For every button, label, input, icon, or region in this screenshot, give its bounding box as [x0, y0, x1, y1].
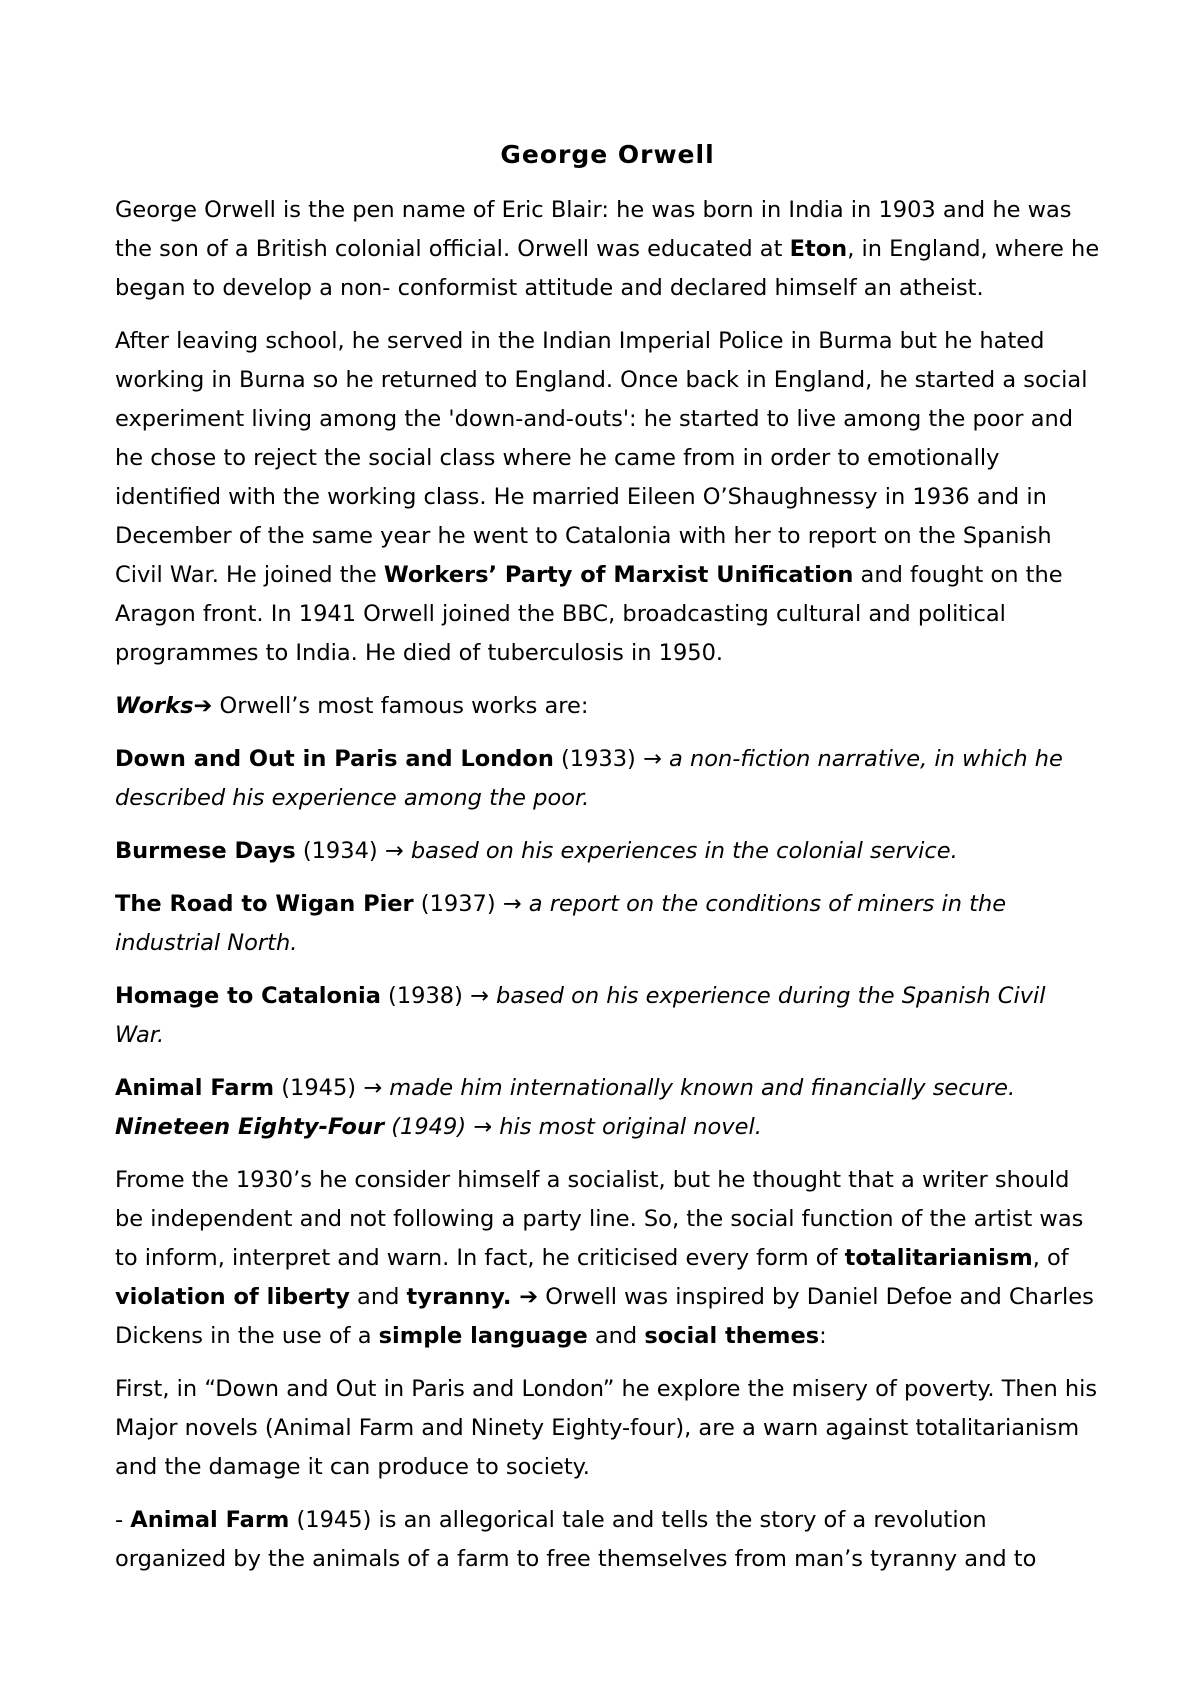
work-title: Burmese Days — [115, 838, 296, 864]
ideas-paragraph — [115, 1161, 1100, 1356]
bold-term: Eton — [789, 236, 848, 262]
work-year: (1934) → — [295, 838, 411, 864]
bio-text: and fought on the Aragon front. In 1941 Orwell joined the BBC, broadcasting cultural and political programmes to India. He died of tuberculosis in 1950. — [115, 562, 1063, 666]
bio-text: George Orwell is the pen name of Eric Blair: he was born in India in 1903 and he was the son of a British colonial official. Orwell was educated at — [115, 197, 1072, 262]
arrow-icon: ➔ — [519, 1284, 539, 1310]
work-item — [115, 1108, 1100, 1147]
list-dash: - — [115, 1507, 131, 1533]
work-year: (1938) → — [380, 983, 497, 1009]
work-title: The Road to Wigan Pier — [115, 891, 414, 917]
bio-text: After leaving school, he served in the Indian Imperial Police in Burma but he hated working in Burna so he returned to England. Once back in England, he started a social experiment living among the 'down-and-outs': he started to live among the poor and he chose to reject the social class where he came from in order to emotionally identified with the working class. He married Eileen O’Shaughnessy in 1936 and in December of the same year he went to Catalonia with her to report on the Spanish Civil War. He joined the — [115, 328, 1088, 588]
novels-paragraph: First, in “Down and Out in Paris and London” he explore the misery of poverty. Then his Major novels (Animal Farm and Ninety Eighty-four), are a warn against totalitarianism and the damage it can produce to society. — [115, 1376, 1098, 1480]
work-description: his most original novel. — [499, 1114, 762, 1140]
work-title: Nineteen Eighty-Four — [115, 1114, 385, 1140]
ideas-text: Orwell was inspired by Daniel Defoe and Charles Dickens in the use of a — [115, 1284, 1094, 1349]
ideas-text: , of — [1032, 1245, 1069, 1271]
work-title: Animal Farm — [115, 1075, 275, 1101]
animal-farm-paragraph — [115, 1501, 1100, 1579]
animal-farm-text: (1945) is an allegorical tale and tells the story of a revolution organized by the animals of a farm to free themselves from man’s tyranny and to — [115, 1507, 1037, 1572]
work-title: Down and Out in Paris and London — [115, 746, 554, 772]
ideas-text: and — [587, 1323, 645, 1349]
work-description: made him internationally known and financially secure. — [389, 1075, 1016, 1101]
ideas-text: Frome the 1930’s he consider himself a socialist, but he thought that a writer should be independent and not following a party line. So, the social function of the artist was to inform, interpret and warn. In fact, he criticised every form of — [115, 1167, 1084, 1271]
bio-paragraph-2 — [115, 322, 1100, 673]
bold-term: simple language — [378, 1323, 588, 1349]
work-item — [115, 1069, 1100, 1108]
work-item — [115, 740, 1100, 818]
bold-term: tyranny — [406, 1284, 503, 1310]
bold-term: Workers’ Party of Marxist Unification — [383, 562, 854, 588]
ideas-text: : — [819, 1323, 827, 1349]
bio-text: , in England, where he began to develop a non- conformist attitude and declared himself an atheist. — [115, 236, 1100, 301]
work-description: a non-fiction narrative, in which he described his experience among the poor. — [115, 746, 1063, 811]
work-item — [115, 885, 1100, 963]
work-year: (1937) → — [413, 891, 529, 917]
work-item — [115, 977, 1100, 1055]
ideas-text: and — [349, 1284, 407, 1310]
work-description: based on his experiences in the colonial service. — [410, 838, 958, 864]
bold-term: violation of liberty — [115, 1284, 350, 1310]
bold-term: social themes — [644, 1323, 820, 1349]
works-intro-text: Orwell’s most famous works are: — [212, 693, 589, 719]
work-title: Animal Farm — [130, 1507, 290, 1533]
work-year: (1949) → — [384, 1114, 500, 1140]
work-description: based on his experience during the Spanish Civil War. — [115, 983, 1046, 1048]
work-year: (1933) → — [553, 746, 669, 772]
ideas-text: . — [502, 1284, 520, 1310]
work-description: a report on the conditions of miners in the industrial North. — [115, 891, 1007, 956]
work-title: Homage to Catalonia — [115, 983, 381, 1009]
bold-term: totalitarianism — [844, 1245, 1033, 1271]
work-item — [115, 832, 1100, 871]
arrow-icon: ➔ — [193, 693, 213, 719]
works-intro — [115, 687, 1100, 726]
bio-paragraph-1 — [115, 191, 1100, 308]
work-year: (1945) → — [274, 1075, 390, 1101]
works-label: Works — [115, 693, 194, 719]
page-title: George Orwell — [500, 140, 715, 169]
